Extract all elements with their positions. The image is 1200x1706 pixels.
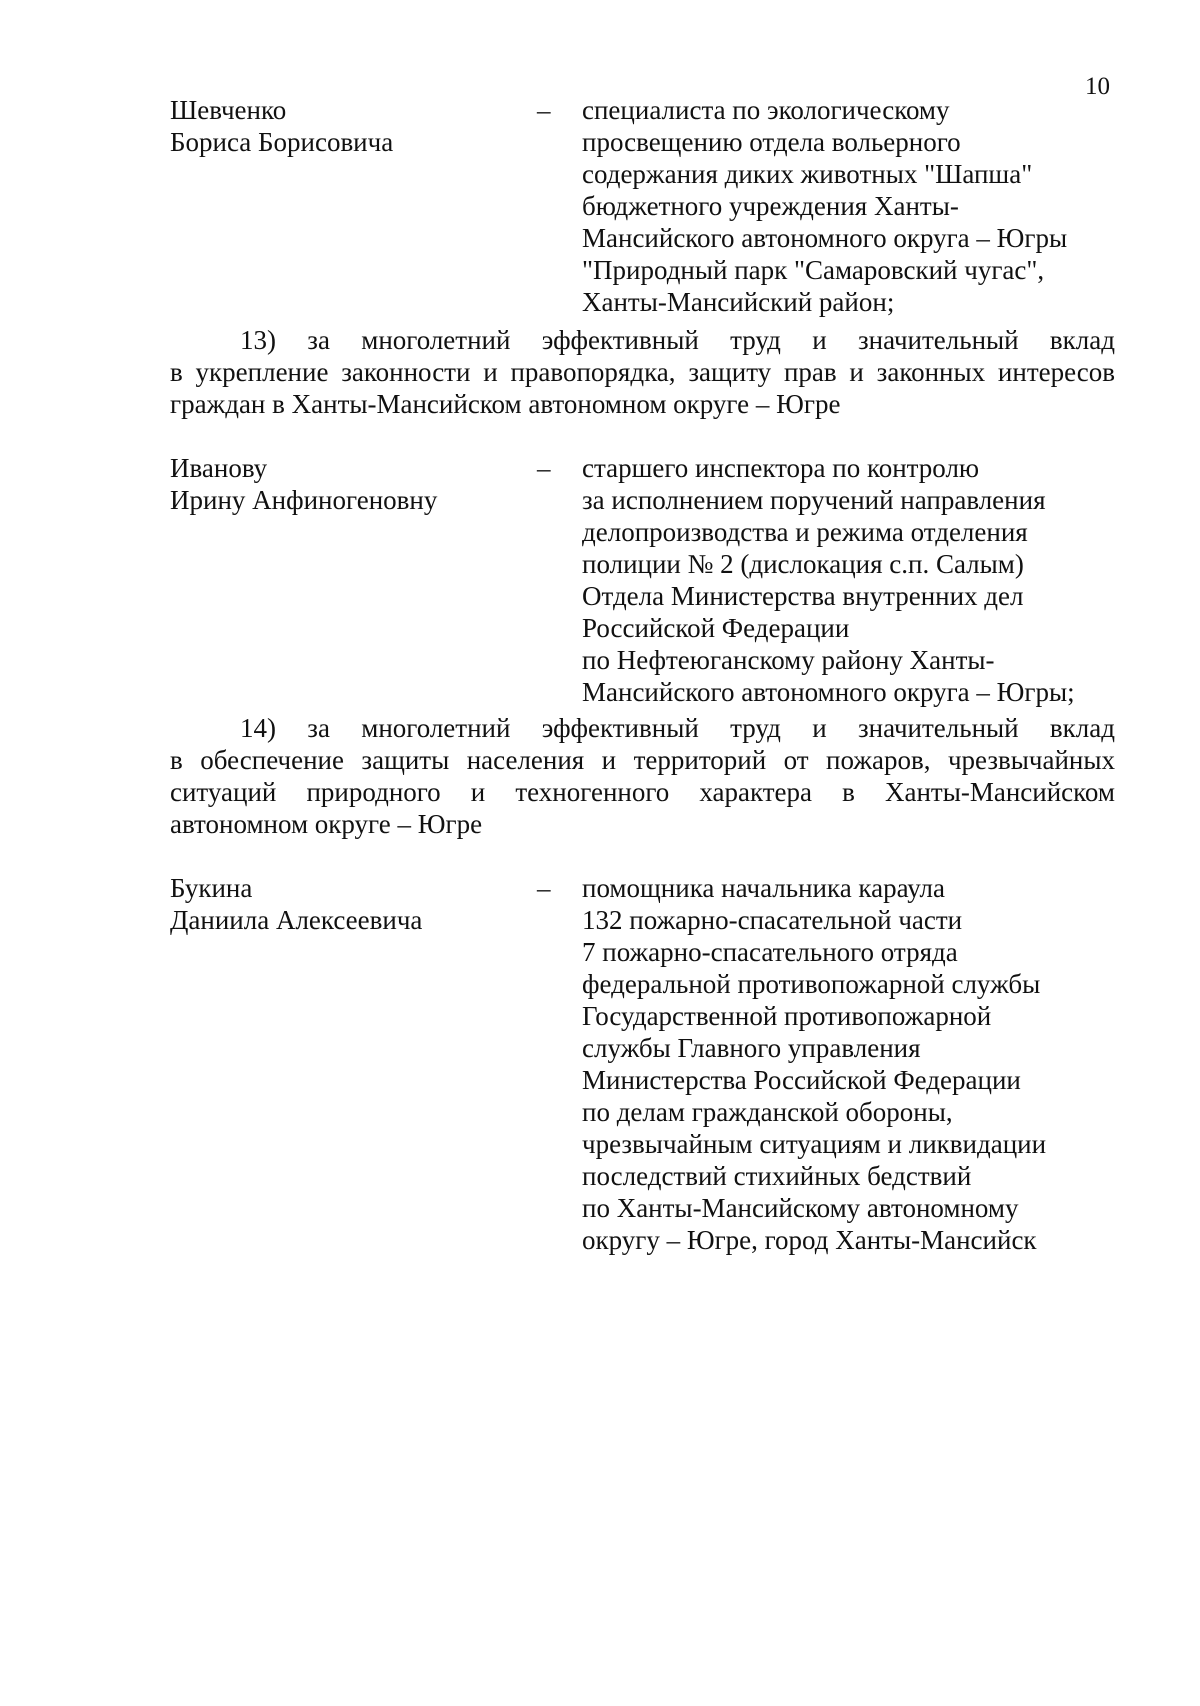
position-line: содержания диких животных "Шапша" (582, 159, 1033, 189)
position-line: 132 пожарно-спасательной части (582, 905, 963, 935)
position-line: по Нефтеюганскому району Ханты- (582, 645, 995, 675)
position-line: округу – Югре, город Ханты-Мансийск (582, 1225, 1037, 1255)
paragraph-line: в укрепление законности и правопорядка, защиту прав и законных интересов (170, 357, 1115, 387)
position-line: полиции № 2 (дислокация с.п. Салым) (582, 549, 1024, 579)
page-number: 10 (1085, 73, 1110, 100)
position-line: последствий стихийных бедствий (582, 1161, 972, 1191)
recipient-name (170, 452, 530, 516)
recipient-surname: Шевченко (170, 95, 287, 125)
paragraph-line: граждан в Ханты-Мансийском автономном округе – Югре (170, 389, 841, 419)
recipient-position (582, 94, 1115, 318)
position-line: старшего инспектора по контролю (582, 453, 980, 483)
recipient-given-names: Ирину Анфиногеновну (170, 485, 438, 515)
position-line: 7 пожарно-спасательного отряда (582, 937, 958, 967)
recipient-position (582, 872, 1115, 1256)
position-line: бюджетного учреждения Ханты- (582, 191, 959, 221)
paragraph-line: в обеспечение защиты населения и территорий от пожаров, чрезвычайных (170, 745, 1115, 775)
position-line: помощника начальника караула (582, 873, 946, 903)
recipient-position (582, 452, 1115, 708)
position-line: по Ханты-Мансийскому автономному (582, 1193, 1019, 1223)
position-line: Государственной противопожарной (582, 1001, 992, 1031)
position-line: Ханты-Мансийский район; (582, 287, 895, 317)
position-line: Министерства Российской Федерации (582, 1065, 1021, 1095)
paragraph-line: ситуаций природного и техногенного характера в Ханты-Мансийском (170, 777, 1115, 807)
position-line: "Природный парк "Самаровский чугас", (582, 255, 1045, 285)
position-line: специалиста по экологическому (582, 95, 950, 125)
position-line: просвещению отдела вольерного (582, 127, 961, 157)
entry-dash: – (537, 95, 551, 125)
recipient-given-names: Даниила Алексеевича (170, 905, 423, 935)
paragraph-line: 14) за многолетний эффективный труд и значительный вклад (240, 713, 1115, 743)
recipient-given-names: Бориса Борисовича (170, 127, 394, 157)
position-line: чрезвычайным ситуациям и ликвидации (582, 1129, 1047, 1159)
position-line: Мансийского автономного округа – Югры (582, 223, 1068, 253)
position-line: Мансийского автономного округа – Югры; (582, 677, 1075, 707)
position-line: Российской Федерации (582, 613, 850, 643)
entry-dash: – (537, 453, 551, 483)
paragraph-line: 13) за многолетний эффективный труд и значительный вклад (240, 325, 1115, 355)
position-line: делопроизводства и режима отделения (582, 517, 1028, 547)
paragraph-14 (170, 712, 1115, 840)
recipient-surname: Иванову (170, 453, 268, 483)
recipient-name (170, 94, 530, 158)
paragraph-13 (170, 324, 1115, 420)
paragraph-line: автономном округе – Югре (170, 809, 483, 839)
recipient-surname: Букина (170, 873, 253, 903)
recipient-name (170, 872, 530, 936)
position-line: службы Главного управления (582, 1033, 921, 1063)
position-line: федеральной противопожарной службы (582, 969, 1041, 999)
position-line: по делам гражданской обороны, (582, 1097, 953, 1127)
entry-dash: – (537, 873, 551, 903)
position-line: Отдела Министерства внутренних дел (582, 581, 1024, 611)
position-line: за исполнением поручений направления (582, 485, 1046, 515)
